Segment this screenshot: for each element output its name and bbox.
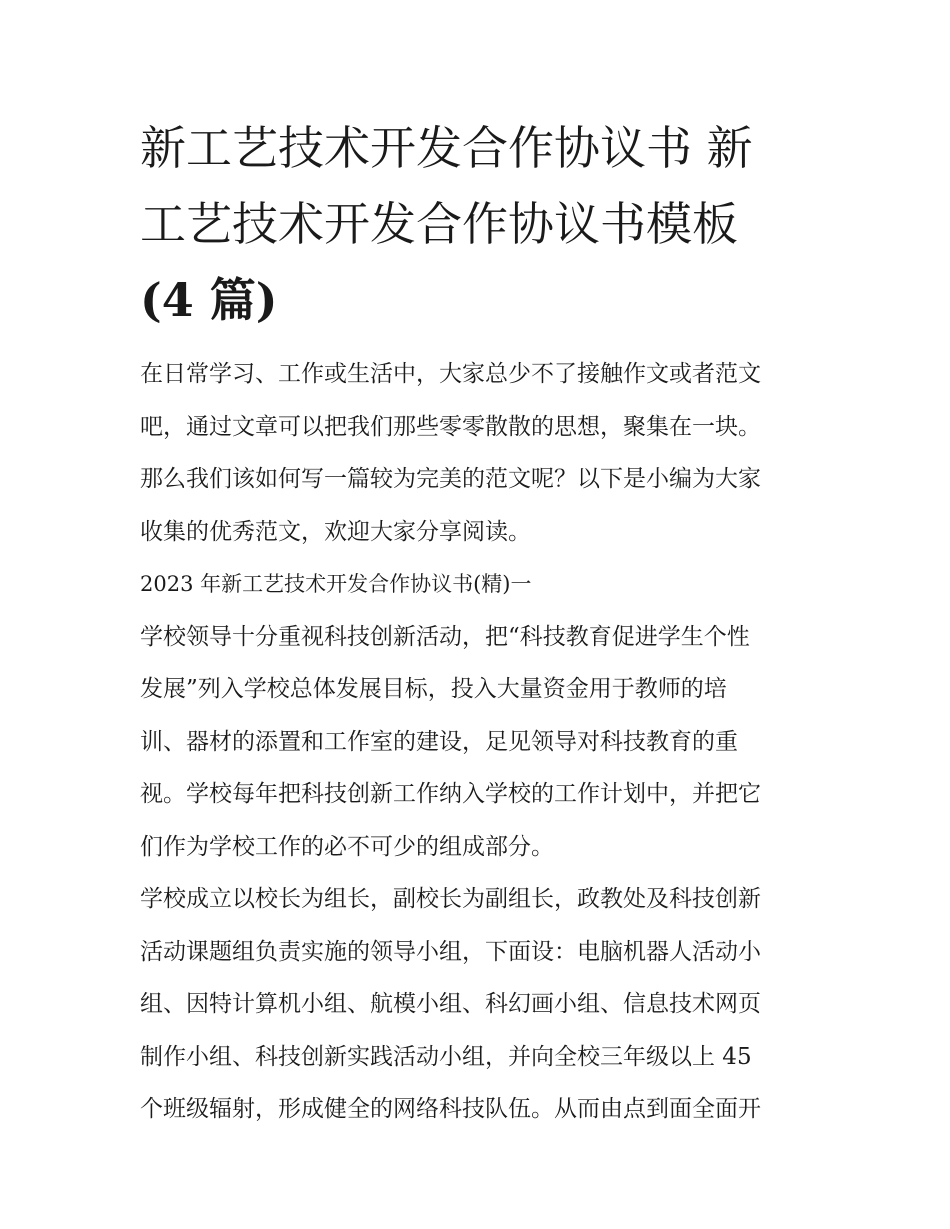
text-line: 制作小组、科技创新实践活动小组，并向全校三年级以上 45 [140, 1043, 752, 1070]
text-line: 那么我们该如何写一篇较为完美的范文呢？以下是小编为大家 [140, 466, 761, 492]
intro-paragraph [140, 348, 820, 558]
text-line: 收集的优秀范文，欢迎大家分享阅读。 [140, 518, 531, 545]
title-line: 工艺技术开发合作协议书模板 [140, 197, 738, 251]
text-line: 学校领导十分重视科技创新活动，把“科技教育促进学生个性 [140, 623, 750, 650]
text-line: 视。学校每年把科技创新工作纳入学校的工作计划中，并把它 [140, 781, 761, 807]
text-line: 学校成立以校长为组长，副校长为副组长，政教处及科技创新 [140, 886, 761, 912]
section-heading: 2023 年新工艺技术开发合作协议书(精)一 [140, 572, 532, 596]
title-line: 新工艺技术开发合作协议书 新 [140, 121, 753, 175]
text-line: 组、因特计算机小组、航模小组、科幻画小组、信息技术网页 [140, 991, 761, 1017]
document-content [140, 110, 820, 1136]
body-paragraph-2 [140, 873, 820, 1136]
text-line: 吧，通过文章可以把我们那些零零散散的思想，聚集在一块。 [140, 413, 761, 440]
text-line: 们作为学校工作的必不可少的组成部分。 [140, 833, 554, 860]
text-line: 发展”列入学校总体发展目标，投入大量资金用于教师的培 [140, 676, 727, 702]
text-line: 在日常学习、工作或生活中，大家总少不了接触作文或者范文 [140, 361, 761, 387]
title-line: (4 篇) [140, 273, 278, 327]
text-line: 训、器材的添置和工作室的建设，足见领导对科技教育的重 [140, 728, 738, 755]
text-line: 活动课题组负责实施的领导小组，下面设：电脑机器人活动小 [140, 938, 761, 965]
text-line: 个班级辐射，形成健全的网络科技队伍。从而由点到面全面开 [140, 1096, 761, 1122]
document-title [140, 110, 820, 338]
body-paragraph-1 [140, 611, 820, 874]
